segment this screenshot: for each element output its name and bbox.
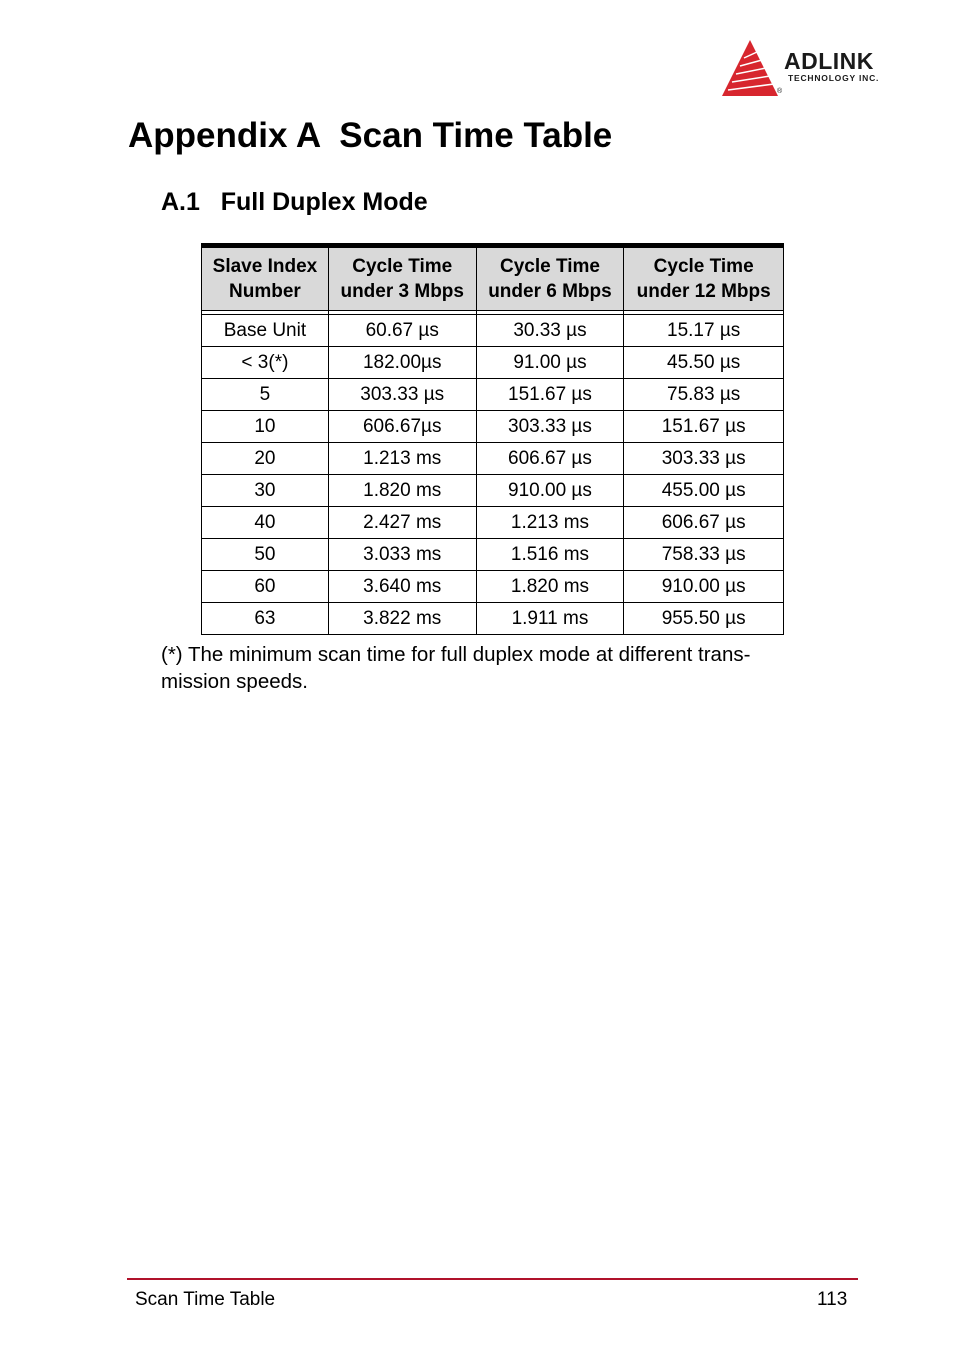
table-cell: 455.00 µs [624,475,784,507]
section-title: A.1 Full Duplex Mode [161,188,428,216]
logo-tagline: TECHNOLOGY INC. [788,73,880,83]
table-cell: 91.00 µs [476,347,624,379]
table-row [202,507,784,539]
header-line: Number [229,281,301,302]
footer-rule [127,1278,858,1280]
header-line: under 12 Mbps [636,281,771,302]
table-cell: 151.67 µs [476,379,624,411]
table-cell: 45.50 µs [624,347,784,379]
table-row [202,571,784,603]
table-cell: 5 [202,379,329,411]
table-row [202,539,784,571]
footnote [161,641,831,695]
table-cell: 303.33 µs [328,379,476,411]
table-cell: 1.213 ms [328,443,476,475]
table-row [202,475,784,507]
table-cell: 151.67 µs [624,411,784,443]
page-title: Appendix A Scan Time Table [128,116,613,155]
header-line: Slave Index [212,256,318,277]
table-cell: 955.50 µs [624,603,784,635]
header-slave-index [202,246,329,311]
scan-time-table [201,243,784,635]
table-cell: 182.00µs [328,347,476,379]
header-cycle-3mbps [328,246,476,311]
table-row [202,315,784,347]
table-cell: 1.820 ms [476,571,624,603]
table-cell: 3.640 ms [328,571,476,603]
footer-chapter-title: Scan Time Table [135,1289,276,1310]
header-line: Cycle Time [499,256,600,277]
table-cell: 1.820 ms [328,475,476,507]
footnote-line: mission speeds. [161,670,308,693]
header-line: Cycle Time [352,256,453,277]
table-cell: 758.33 µs [624,539,784,571]
table-cell: 606.67µs [328,411,476,443]
table-cell: 3.033 ms [328,539,476,571]
table-cell: 10 [202,411,329,443]
table-cell: 910.00 µs [624,571,784,603]
footnote-line: (*) The minimum scan time for full duplex mode at different trans- [161,643,751,666]
header-line: under 3 Mbps [340,281,464,302]
table-cell: 15.17 µs [624,315,784,347]
table-cell: 60.67 µs [328,315,476,347]
table-cell: 30.33 µs [476,315,624,347]
table-cell: 50 [202,539,329,571]
table-cell: 1.213 ms [476,507,624,539]
table-cell: 30 [202,475,329,507]
table-cell: Base Unit [202,315,329,347]
table-row [202,603,784,635]
table-cell: < 3(*) [202,347,329,379]
header-cycle-6mbps [476,246,624,311]
table-row [202,347,784,379]
table-cell: 40 [202,507,329,539]
logo-registered-mark: ® [777,88,783,95]
table-cell: 606.67 µs [624,507,784,539]
table-cell: 3.822 ms [328,603,476,635]
table-row [202,379,784,411]
footer-page-number: 113 [817,1289,848,1310]
table-cell: 606.67 µs [476,443,624,475]
header-cycle-12mbps [624,246,784,311]
logo-triangle-icon [722,38,782,100]
adlink-logo [722,38,912,100]
table-row [202,411,784,443]
table-cell: 1.516 ms [476,539,624,571]
header-line: under 6 Mbps [488,281,612,302]
table-cell: 75.83 µs [624,379,784,411]
table-cell: 303.33 µs [476,411,624,443]
table-cell: 1.911 ms [476,603,624,635]
table-header-row [202,246,784,311]
table-row [202,443,784,475]
table-cell: 63 [202,603,329,635]
logo-brand-text: ADLINK [784,48,874,74]
table-cell: 910.00 µs [476,475,624,507]
header-line: Cycle Time [653,256,754,277]
table-cell: 60 [202,571,329,603]
table-cell: 303.33 µs [624,443,784,475]
table-cell: 20 [202,443,329,475]
table-cell: 2.427 ms [328,507,476,539]
